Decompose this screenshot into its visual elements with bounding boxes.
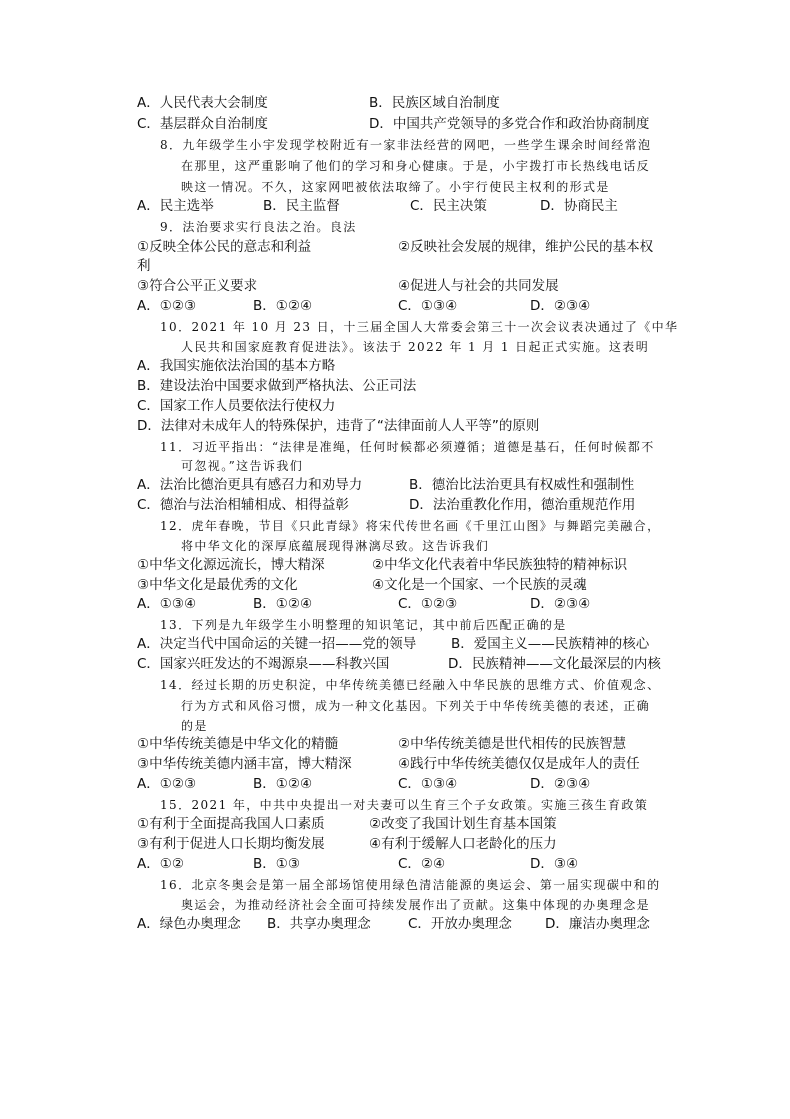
q16-stem-line: 奥运会，为推动经济社会全面可持续发展作出了贡献。这集中体现的办奥理念是 (181, 898, 651, 912)
q9-option-a[interactable]: A．①②③ (137, 298, 197, 314)
q13-option-b[interactable]: B．爱国主义——民族精神的核心 (451, 636, 650, 652)
q12-item-3: ③中华文化是最优秀的文化 (137, 577, 298, 593)
q11-stem-line: 11．习近平指出：“法律是准绳，任何时候都必须遵循；道德是基石，任何时候都不 (160, 440, 655, 454)
q13-option-a[interactable]: A．决定当代中国命运的关键一招——党的领导 (137, 636, 417, 652)
q14-option-c[interactable]: C．①③④ (398, 776, 458, 792)
q11-option-a[interactable]: A．法治比德治更具有感召力和劝导力 (137, 477, 363, 493)
q16-option-a[interactable]: A．绿色办奥理念 (137, 916, 241, 932)
q13-option-d[interactable]: D．民族精神——文化最深层的内核 (448, 656, 661, 672)
q15-item-2: ②改变了我国计划生育基本国策 (369, 816, 557, 832)
q8-option-c[interactable]: C．民主决策 (410, 198, 487, 214)
q8-option-d[interactable]: D．协商民主 (540, 198, 618, 214)
q16-stem-line: 16．北京冬奥会是第一届全部场馆使用绿色清洁能源的奥运会、第一届实现碳中和的 (160, 878, 661, 892)
q10-stem-line: 人民共和国家庭教育促进法》。该法于 2022 年 1 月 1 日起正式实施。这表明 (181, 340, 650, 354)
q9-option-c[interactable]: C．①③④ (398, 298, 458, 314)
q14-stem-line: 行为方式和风俗习惯，成为一种文化基因。下列关于中华传统美德的表述，正确 (181, 699, 651, 713)
q8-stem-line: 在那里，这严重影响了他们的学习和身心健康。于是，小宇拨打市长热线电话反 (181, 159, 651, 173)
q14-option-d[interactable]: D．②③④ (530, 776, 591, 792)
q15-stem-line: 15．2021 年，中共中央提出一对夫妻可以生育三个子女政策。实施三孩生育政策 (160, 798, 649, 812)
q7-option-c[interactable]: C．基层群众自治制度 (137, 116, 268, 132)
q10-option-b[interactable]: B．建设法治中国要求做到严格执法、公正司法 (137, 378, 417, 394)
q10-option-a[interactable]: A．我国实施依法治国的基本方略 (137, 358, 336, 374)
q11-option-c[interactable]: C．德治与法治相辅相成、相得益彰 (137, 497, 349, 513)
q10-option-c[interactable]: C．国家工作人员要依法行使权力 (137, 398, 336, 414)
q8-stem-line: 8．九年级学生小宇发现学校附近有一家非法经营的网吧，一些学生课余时间经常泡 (160, 138, 652, 152)
q16-option-c[interactable]: C．开放办奥理念 (408, 916, 512, 932)
q7-option-a[interactable]: A．人民代表大会制度 (137, 95, 268, 111)
q12-option-d[interactable]: D．②③④ (530, 596, 591, 612)
q15-item-4: ④有利于缓解人口老龄化的压力 (369, 836, 557, 852)
q8-option-a[interactable]: A．民主选举 (137, 198, 214, 214)
q10-option-d[interactable]: D．法律对未成年人的特殊保护，违背了“法律面前人人平等”的原则 (137, 418, 540, 434)
q12-item-2: ②中华文化代表着中华民族独特的精神标识 (372, 557, 628, 573)
q14-item-4: ④践行中华传统美德仅仅是成年人的责任 (398, 756, 640, 772)
q7-option-d[interactable]: D．中国共产党领导的多党合作和政治协商制度 (369, 116, 650, 132)
q8-option-b[interactable]: B．民主监督 (263, 198, 340, 214)
q12-stem-line: 将中华文化的深厚底蕴展现得淋漓尽致。这告诉我们 (181, 539, 490, 553)
q12-option-a[interactable]: A．①③④ (137, 596, 197, 612)
q12-option-c[interactable]: C．①②③ (398, 596, 458, 612)
q12-item-1: ①中华文化源远流长，博大精深 (137, 557, 325, 573)
q15-item-3: ③有利于促进人口长期均衡发展 (137, 836, 325, 852)
q10-stem-line: 10．2021 年 10 月 23 日，十三届全国人大常委会第三十一次会议表决通过了《中华 (160, 320, 679, 334)
q9-option-d[interactable]: D．②③④ (530, 298, 591, 314)
q9-item-4: ④促进人与社会的共同发展 (398, 278, 559, 294)
q9-item-2-cont: 利 (137, 258, 151, 274)
q14-item-3: ③中华传统美德内涵丰富，博大精深 (137, 756, 352, 772)
q14-item-2: ②中华传统美德是世代相传的民族智慧 (398, 736, 627, 752)
q16-option-b[interactable]: B．共享办奥理念 (267, 916, 371, 932)
q15-option-b[interactable]: B．①③ (253, 856, 300, 872)
q14-item-1: ①中华传统美德是中华文化的精髓 (137, 736, 339, 752)
q11-stem-line: 可忽视。”这告诉我们 (181, 459, 304, 473)
q14-stem-line: 的是 (181, 719, 208, 733)
q12-stem-line: 12．虎年春晚，节目《只此青绿》将宋代传世名画《千里江山图》与舞蹈完美融合， (160, 519, 661, 533)
q15-option-d[interactable]: D．③④ (530, 856, 579, 872)
q9-item-2: ②反映社会发展的规律，维护公民的基本权 (398, 239, 654, 255)
q9-option-b[interactable]: B．①②④ (253, 298, 313, 314)
q7-option-b[interactable]: B．民族区域自治制度 (369, 95, 500, 111)
q12-item-4: ④文化是一个国家、一个民族的灵魂 (372, 577, 587, 593)
q11-option-b[interactable]: B．德治比法治更具有权威性和强制性 (409, 477, 635, 493)
q16-option-d[interactable]: D．廉洁办奥理念 (545, 916, 650, 932)
q12-option-b[interactable]: B．①②④ (253, 596, 313, 612)
q15-option-a[interactable]: A．①② (137, 856, 184, 872)
q15-option-c[interactable]: C．②④ (398, 856, 446, 872)
q9-item-3: ③符合公平正义要求 (137, 278, 258, 294)
q13-option-c[interactable]: C．国家兴旺发达的不竭源泉——科教兴国 (137, 656, 390, 672)
q14-option-b[interactable]: B．①②④ (253, 776, 313, 792)
q14-stem-line: 14．经过长期的历史积淀，中华传统美德已经融入中华民族的思维方式、价值观念、 (160, 678, 661, 692)
q9-item-1: ①反映全体公民的意志和利益 (137, 239, 312, 255)
q14-option-a[interactable]: A．①②③ (137, 776, 197, 792)
q8-stem-line: 映这一情况。不久，这家网吧被依法取缔了。小宇行使民主权利的形式是 (181, 180, 610, 194)
q15-item-1: ①有利于全面提高我国人口素质 (137, 816, 325, 832)
q13-stem-line: 13．下列是九年级学生小明整理的知识笔记，其中前后匹配正确的是 (160, 618, 567, 632)
q9-stem-line: 9．法治要求实行良法之治。良法 (160, 220, 357, 234)
q11-option-d[interactable]: D．法治重教化作用，德治重规范作用 (409, 497, 636, 513)
